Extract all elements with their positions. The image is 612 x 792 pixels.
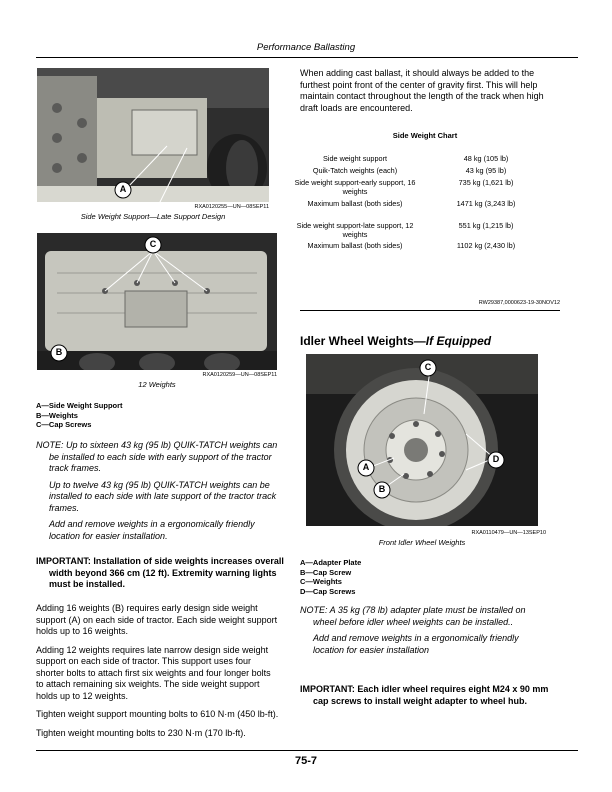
chart-title: Side Weight Chart (392, 131, 458, 140)
side-weight-chart (284, 154, 546, 253)
table-cell: Side weight support-late support, 12 weights (296, 221, 414, 239)
page-header: Performance Ballasting (256, 42, 356, 53)
table-cell: Quik-Tatch weights (each) (312, 166, 398, 175)
table-cell: Side weight support-early support, 16 weights (294, 178, 416, 196)
legend-item: A—Side Weight Support (36, 401, 123, 410)
table-row (284, 154, 546, 166)
important-block: IMPORTANT: Installation of side weights increases overall width beyond 366 cm (12 ft). Extremity warning lights must be installed. (36, 556, 284, 589)
note-text: Add and remove weights in a ergonomically friendly location for easier installation (313, 633, 519, 655)
paragraph: Tighten weight support mounting bolts to 610 N·m (450 lb-ft). (36, 709, 279, 719)
callout-c: C (424, 362, 432, 372)
table-cell: 48 kg (105 lb) (463, 154, 509, 163)
table-cell: Maximum ballast (both sides) (307, 241, 403, 250)
weights-photo (37, 233, 277, 370)
figure-legend (36, 401, 276, 430)
note-block (300, 605, 550, 661)
footer-rule (36, 750, 578, 751)
callout-d: D (492, 454, 500, 464)
legend-item: A—Adapter Plate (300, 558, 362, 567)
note-text: NOTE: A 35 kg (78 lb) adapter plate must be installed on wheel before idler wheel weights can be installed.. (300, 605, 526, 627)
idler-wheel-photo (306, 354, 538, 526)
callout-b: B (378, 484, 386, 494)
header-rule (36, 57, 578, 58)
page-number: 75-7 (294, 755, 318, 767)
table-cell: Maximum ballast (both sides) (307, 199, 403, 208)
paragraph: Tighten weight mounting bolts to 230 N·m (170 lb-ft). (36, 727, 246, 738)
table-row (284, 199, 546, 221)
section-title: Idler Wheel Weights— (300, 334, 426, 348)
legend-item: C—Cap Screws (36, 420, 92, 429)
figure-caption: Side Weight Support—Late Support Design (80, 212, 226, 221)
figure-legend (300, 558, 540, 596)
intro-paragraph: When adding cast ballast, it should always be added to the furthest point front of the center of gravity first. This will help maintain contact throughout the length of the track when high draft loads are encountered. (300, 68, 544, 113)
table-cell: Side weight support (322, 154, 388, 163)
section-rule (300, 310, 560, 311)
figure-caption: Front Idler Wheel Weights (378, 538, 466, 547)
paragraph: Adding 16 weights (B) requires early design side weight support (A) on each side of tractor. Each side weight support holds up to 16 weights. (36, 603, 278, 636)
legend-item: C—Weights (300, 577, 342, 586)
table-row (284, 241, 546, 253)
body-paragraphs (36, 603, 279, 739)
callout-a: A (119, 184, 127, 194)
table-cell: 1471 kg (3,243 lb) (456, 199, 516, 208)
figure-code: RXA0110479—UN—13SEP10 (471, 530, 546, 536)
side-weight-support-photo (37, 68, 269, 202)
important-block: IMPORTANT: Each idler wheel requires eight M24 x 90 mm cap screws to install weight adapter to wheel hub. (300, 684, 549, 706)
figure-code: RXA0120255—UN—08SEP11 (194, 204, 269, 210)
callout-a: A (362, 462, 370, 472)
callout-c: C (149, 239, 157, 249)
legend-item: B—Weights (36, 410, 78, 420)
figure-code: RXA0120259—UN—08SEP11 (202, 372, 277, 378)
note-block (36, 440, 279, 547)
note-text: Add and remove weights in a ergonomically friendly location for easier installation. (49, 519, 255, 541)
note-text: Up to twelve 43 kg (95 lb) QUIK-TATCH weights can be installed to each side with late support of the tractor track frames. (49, 479, 277, 513)
section-heading (300, 334, 560, 348)
callout-b: B (55, 347, 63, 357)
legend-item: B—Cap Screw (300, 567, 352, 577)
table-row (284, 166, 546, 178)
paragraph: Adding 12 weights requires late narrow design side weight support on each side of tractor. This support uses four shorter bolts to attach first six weights and four longer bolts to attach remaining six weights. The side weight support holds up to 12 weights. (36, 644, 271, 701)
section-title-qualifier: If Equipped (425, 334, 492, 348)
reference-code: RW29387,0000623-19-30NOV12 (478, 300, 560, 306)
legend-item: D—Cap Screws (300, 586, 356, 596)
table-cell: 43 kg (95 lb) (465, 166, 507, 175)
table-cell: 551 kg (1,215 lb) (458, 221, 514, 230)
figure-caption: 12 Weights (138, 380, 176, 389)
table-cell: 1102 kg (2,430 lb) (456, 241, 516, 250)
note-text: NOTE: Up to sixteen 43 kg (95 lb) QUIK-TATCH weights can be installed to each side with early support of the tractor track frames. (36, 440, 278, 473)
table-row (284, 221, 546, 241)
table-row (284, 178, 546, 199)
table-cell: 735 kg (1,621 lb) (458, 178, 514, 187)
